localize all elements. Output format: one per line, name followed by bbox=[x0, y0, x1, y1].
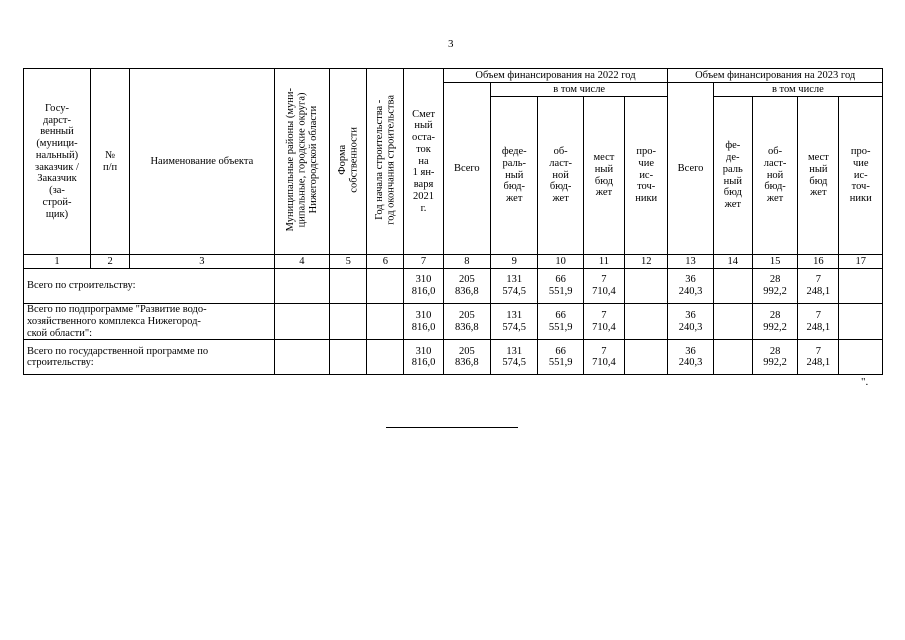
cell-local-2023: 7 248,1 bbox=[798, 304, 839, 340]
column-number: 1 bbox=[24, 255, 91, 269]
row-label: Всего по строительству: bbox=[24, 269, 275, 304]
cell-local-2023: 7 248,1 bbox=[798, 340, 839, 375]
column-number: 16 bbox=[798, 255, 839, 269]
cell-other-2022 bbox=[625, 340, 668, 375]
header-group-2022: Объем финансирования на 2022 год bbox=[443, 69, 668, 83]
page-number: 3 bbox=[448, 38, 454, 50]
column-number: 8 bbox=[443, 255, 490, 269]
cell-federal-2022: 131 574,5 bbox=[491, 269, 538, 304]
header-object-name: Наименование объекта bbox=[130, 69, 274, 255]
column-number-row bbox=[24, 255, 883, 269]
column-number: 7 bbox=[404, 255, 443, 269]
cell-remainder: 310 816,0 bbox=[404, 304, 443, 340]
column-number: 5 bbox=[330, 255, 367, 269]
header-ownership: Форма собственности bbox=[336, 126, 360, 193]
cell-municipal bbox=[274, 269, 330, 304]
cell-years bbox=[367, 304, 404, 340]
header-including-2022: в том числе bbox=[491, 83, 668, 97]
cell-regional-2023: 28 992,2 bbox=[752, 304, 797, 340]
cell-years bbox=[367, 340, 404, 375]
header-ownership-cell bbox=[330, 69, 367, 255]
table-row bbox=[24, 269, 883, 304]
cell-total-2022: 205 836,8 bbox=[443, 340, 490, 375]
cell-local-2022: 7 710,4 bbox=[583, 269, 624, 304]
column-number: 12 bbox=[625, 255, 668, 269]
header-other-2023: про- чие ис- точ- ники bbox=[839, 97, 883, 255]
cell-other-2022 bbox=[625, 304, 668, 340]
cell-municipal bbox=[274, 340, 330, 375]
column-number: 14 bbox=[713, 255, 752, 269]
table-row bbox=[24, 304, 883, 340]
cell-other-2023 bbox=[839, 304, 883, 340]
header-local-2023: мест ный бюд жет bbox=[798, 97, 839, 255]
header-years: Год начала строительства - год окончания строительства bbox=[373, 94, 397, 225]
cell-regional-2022: 66 551,9 bbox=[538, 340, 583, 375]
cell-years bbox=[367, 269, 404, 304]
header-years-cell bbox=[367, 69, 404, 255]
cell-regional-2022: 66 551,9 bbox=[538, 269, 583, 304]
column-number: 6 bbox=[367, 255, 404, 269]
cell-regional-2023: 28 992,2 bbox=[752, 340, 797, 375]
header-federal-2023: фе- де- раль ный бюд жет bbox=[713, 97, 752, 255]
column-number: 4 bbox=[274, 255, 330, 269]
header-municipal-cell bbox=[274, 69, 330, 255]
cell-ownership bbox=[330, 304, 367, 340]
cell-other-2023 bbox=[839, 340, 883, 375]
header-group-2023: Объем финансирования на 2023 год bbox=[668, 69, 883, 83]
cell-local-2023: 7 248,1 bbox=[798, 269, 839, 304]
cell-remainder: 310 816,0 bbox=[404, 269, 443, 304]
cell-total-2022: 205 836,8 bbox=[443, 269, 490, 304]
separator-line bbox=[386, 427, 518, 428]
column-number: 9 bbox=[491, 255, 538, 269]
column-number: 17 bbox=[839, 255, 883, 269]
column-number: 13 bbox=[668, 255, 713, 269]
row-label: Всего по подпрограмме "Развитие водо- хозяйственного комплекса Нижегород- ской области": bbox=[24, 304, 275, 340]
cell-federal-2023 bbox=[713, 340, 752, 375]
table-row bbox=[24, 340, 883, 375]
cell-regional-2022: 66 551,9 bbox=[538, 304, 583, 340]
cell-remainder: 310 816,0 bbox=[404, 340, 443, 375]
financing-table bbox=[23, 68, 883, 375]
row-label: Всего по государственной программе по строительству: bbox=[24, 340, 275, 375]
column-number: 3 bbox=[130, 255, 274, 269]
cell-local-2022: 7 710,4 bbox=[583, 304, 624, 340]
cell-total-2023: 36 240,3 bbox=[668, 304, 713, 340]
header-total-2022: Всего bbox=[443, 83, 490, 255]
cell-municipal bbox=[274, 304, 330, 340]
closing-quote-mark: ". bbox=[861, 376, 869, 388]
header-including-2023: в том числе bbox=[713, 83, 882, 97]
cell-other-2023 bbox=[839, 269, 883, 304]
column-number: 2 bbox=[91, 255, 130, 269]
cell-ownership bbox=[330, 340, 367, 375]
cell-total-2023: 36 240,3 bbox=[668, 340, 713, 375]
header-total-2023: Всего bbox=[668, 83, 713, 255]
column-number: 10 bbox=[538, 255, 583, 269]
cell-other-2022 bbox=[625, 269, 668, 304]
cell-federal-2023 bbox=[713, 304, 752, 340]
column-number: 11 bbox=[583, 255, 624, 269]
cell-federal-2022: 131 574,5 bbox=[491, 340, 538, 375]
header-other-2022: про- чие ис- точ- ники bbox=[625, 97, 668, 255]
header-federal-2022: феде- раль- ный бюд- жет bbox=[491, 97, 538, 255]
header-customer: Госу- дарст- венный (муници- нальный) заказчик / Заказчик (за- строй- щик) bbox=[24, 69, 91, 255]
column-number: 15 bbox=[752, 255, 797, 269]
header-remainder: Смет ный оста- ток на 1 ян- варя 2021 г. bbox=[404, 69, 443, 255]
header-municipal: Муниципальные районы (муни- ципальные, городские округа) Нижегородской области bbox=[284, 87, 319, 232]
cell-ownership bbox=[330, 269, 367, 304]
header-regional-2022: об- ласт- ной бюд- жет bbox=[538, 97, 583, 255]
cell-federal-2023 bbox=[713, 269, 752, 304]
cell-total-2022: 205 836,8 bbox=[443, 304, 490, 340]
cell-regional-2023: 28 992,2 bbox=[752, 269, 797, 304]
header-local-2022: мест ный бюд жет bbox=[583, 97, 624, 255]
cell-total-2023: 36 240,3 bbox=[668, 269, 713, 304]
cell-federal-2022: 131 574,5 bbox=[491, 304, 538, 340]
cell-local-2022: 7 710,4 bbox=[583, 340, 624, 375]
header-num: № п/п bbox=[91, 69, 130, 255]
header-regional-2023: об- ласт- ной бюд- жет bbox=[752, 97, 797, 255]
